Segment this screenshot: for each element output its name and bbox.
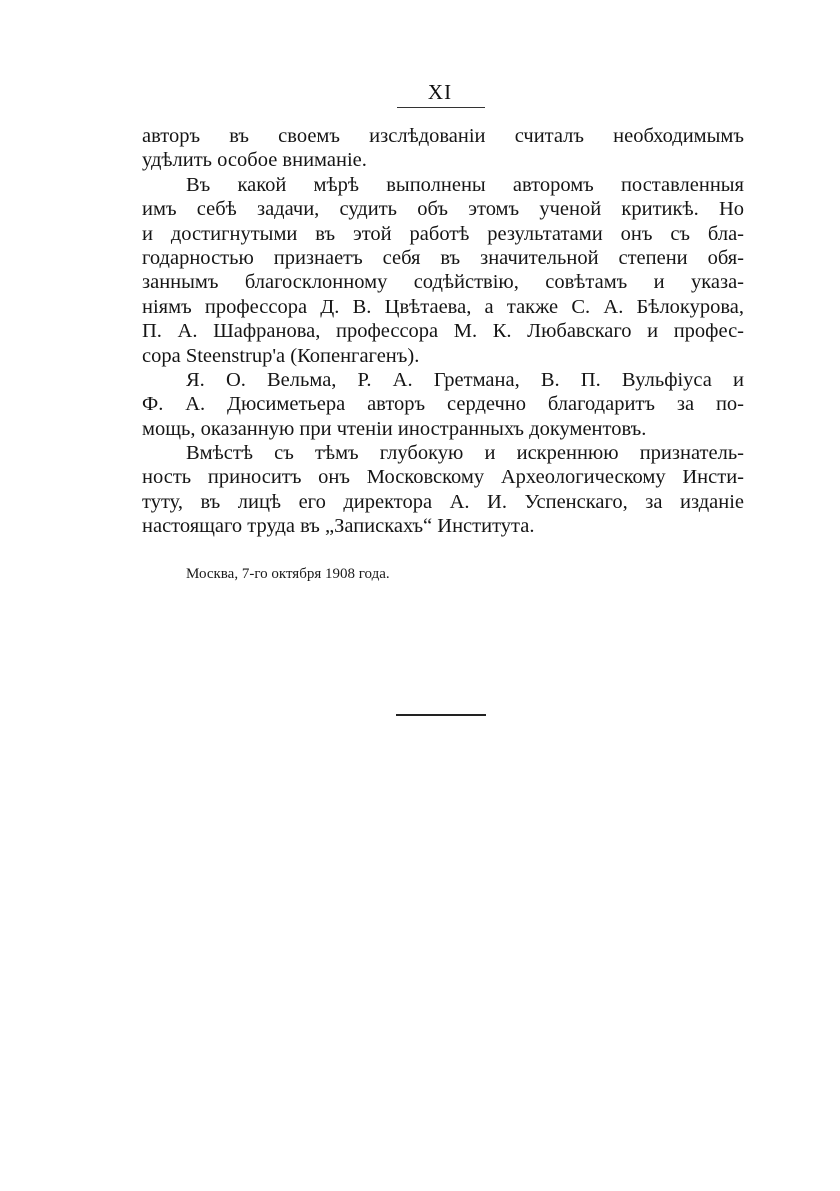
text-line: Въ какой мѣрѣ выполнены авторомъ поставленныя xyxy=(186,173,744,196)
text-line: П. А. Шафранова, профессора М. К. Любавскаго и профес- xyxy=(142,320,744,343)
text-line: и достигнутыми въ этой работѣ результатами онъ съ бла- xyxy=(142,222,744,245)
end-rule xyxy=(396,714,486,716)
body-text xyxy=(142,124,744,539)
text-line: ніямъ профессора Д. В. Цвѣтаева, а также С. А. Бѣлокурова, xyxy=(142,295,744,318)
text-line: удѣлить особое вниманіе. xyxy=(142,149,367,172)
page-number: XI xyxy=(427,80,453,104)
text-line: настоящаго труда въ „Запискахъ“ Института. xyxy=(142,515,535,538)
signature-date: Москва, 7-го октября 1908 года. xyxy=(186,566,390,582)
text-line: мощь, оказанную при чтенiи иностранныхъ документовъ. xyxy=(142,417,647,440)
text-line: Я. О. Вельма, Р. А. Гретмана, В. П. Вульфіуса и xyxy=(186,368,744,391)
text-line: Вмѣстѣ съ тѣмъ глубокую и искреннюю признатель- xyxy=(186,442,744,465)
text-line: авторъ въ своемъ изслѣдованiи считалъ необходимымъ xyxy=(142,125,744,147)
text-line: сора Steenstrup'а (Копенгагенъ). xyxy=(142,344,420,367)
text-line: Ф. А. Дюсиметьера авторъ сердечно благодаритъ за по- xyxy=(142,393,744,416)
text-line: заннымъ благосклонному содѣйствію, совѣтамъ и указа- xyxy=(142,271,744,294)
text-line: годарностью признаетъ себя въ значительной степени обя- xyxy=(142,246,744,269)
header-rule xyxy=(397,107,485,108)
text-line: имъ себѣ задачи, судить объ этомъ ученой критикѣ. Но xyxy=(142,198,744,221)
text-line: ность приноситъ онъ Московскому Археологическому Инсти- xyxy=(142,466,744,489)
text-line: туту, въ лицѣ его директора А. И. Успенскаго, за изданіе xyxy=(142,490,744,513)
